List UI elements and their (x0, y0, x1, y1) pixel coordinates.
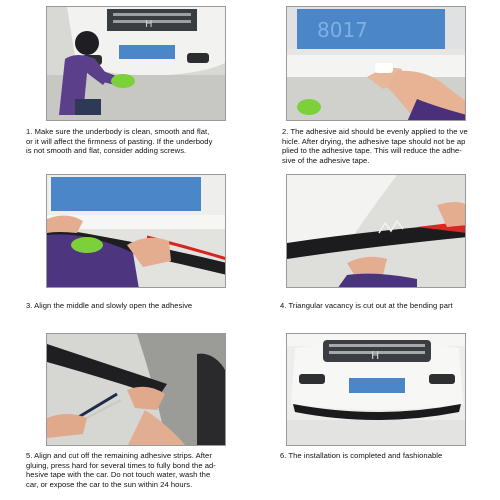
worker-cleaning-bumper-illustration (47, 7, 226, 121)
step-2-caption: 2. The adhesive aid should be evenly applied to the ve hicle. After drying, the adhesive tape should not be ap plied to the adhesive tape. This will reduce the adhe- sive of the adhesive tape. (282, 127, 468, 165)
svg-text:H: H (371, 349, 380, 362)
aligning-lip-strip-illustration (47, 175, 226, 288)
step-1-caption: 1. Make sure the underbody is clean, smooth and flat, or it will affect the firmness of pasting. If the underbody is not smooth and flat, consider adding screws. (26, 127, 213, 156)
step-4-photo (286, 174, 466, 288)
finished-car-front-illustration (287, 334, 466, 446)
step-3-photo (46, 174, 226, 288)
triangular-cut-illustration (287, 175, 466, 288)
step-6-photo (286, 333, 466, 446)
step-4-caption: 4. Triangular vacancy is cut out at the bending part (280, 301, 453, 310)
step-2-photo (286, 6, 466, 121)
step-5-photo (46, 333, 226, 446)
step-6-caption: 6. The installation is completed and fashionable (280, 451, 443, 460)
svg-text:8017: 8017 (317, 18, 368, 42)
applying-adhesive-aid-illustration (287, 7, 466, 121)
step-3-caption: 3. Align the middle and slowly open the adhesive (26, 301, 193, 310)
svg-text:H: H (145, 19, 153, 30)
step-5-caption: 5. Align and cut off the remaining adhesive strips. After gluing, press hard for several times to fully bond the ad- hesive tape with the car. Do not touch water, wash the car, or expose the car to the sun within 24 hours. (26, 451, 216, 489)
cutting-strip-illustration (47, 334, 226, 446)
step-1-photo (46, 6, 226, 121)
